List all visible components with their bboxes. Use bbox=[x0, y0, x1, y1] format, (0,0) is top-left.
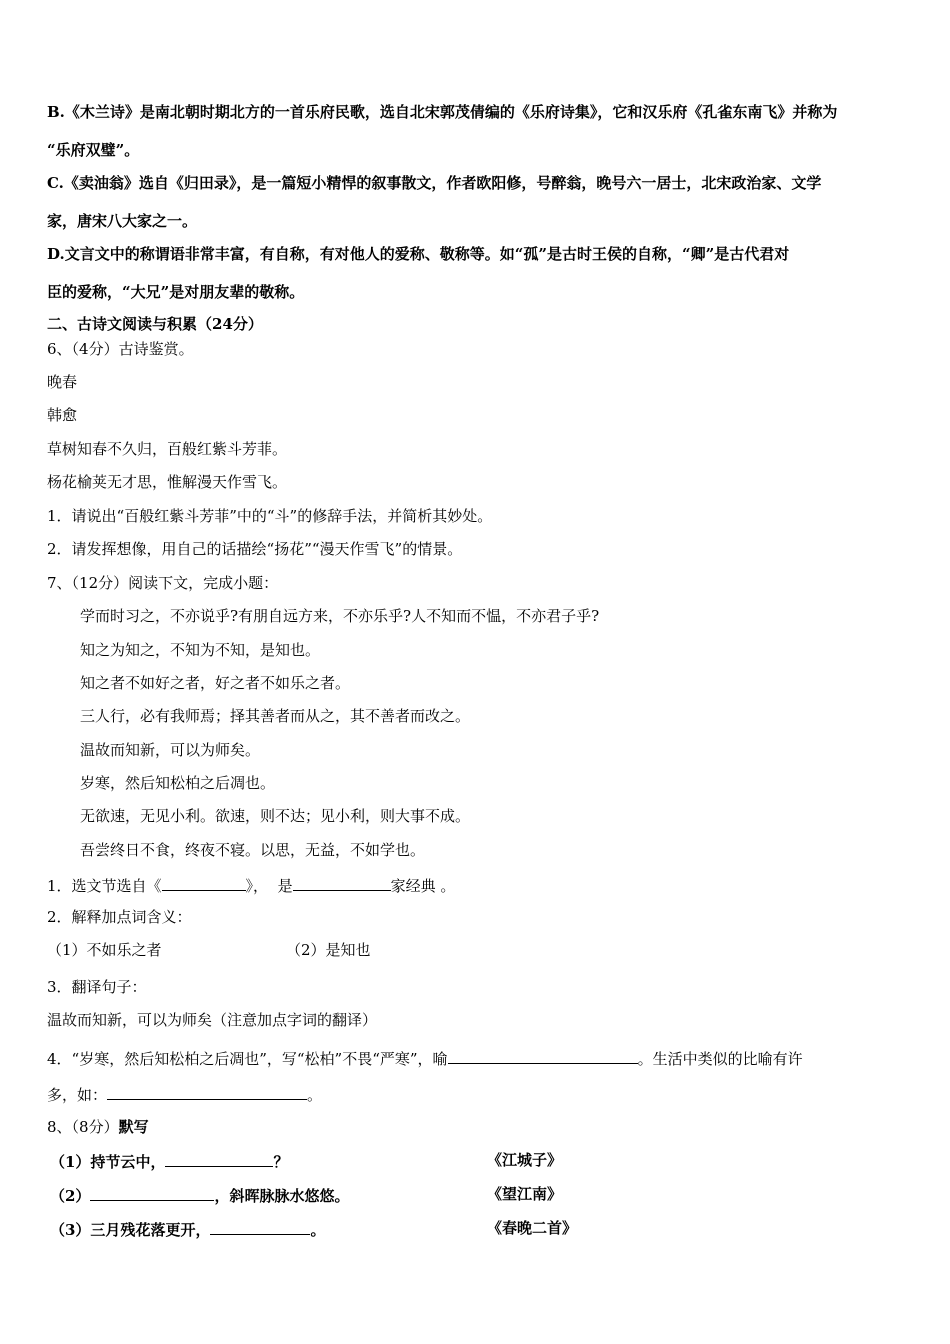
q7-sub1: 1．选文节选自《 》， 是 家经典 。 bbox=[47, 874, 455, 896]
q7-sub3: 3．翻译句子： bbox=[47, 978, 147, 996]
passage-line: 三人行，必有我师焉；择其善者而从之，其不善者而改之。 bbox=[80, 707, 471, 725]
q7-sub2-item2: （2）是知也 bbox=[286, 941, 371, 959]
answer-blank[interactable] bbox=[293, 874, 391, 891]
q7-sub3-sentence: 温故而知新，可以为师矣（注意加点字词的翻译） bbox=[47, 1011, 378, 1029]
dictation-item: （1）持节云中， ？ 《江城子》 bbox=[50, 1151, 563, 1171]
dictation-source: 《春晚二首》 bbox=[487, 1219, 578, 1237]
poem-author: 韩愈 bbox=[47, 406, 78, 424]
q7-sub2-item1: （1）不如乐之者 bbox=[47, 941, 162, 959]
passage-line: 吾尝终日不食，终夜不寝。以思，无益，不如学也。 bbox=[80, 841, 426, 859]
passage-line: 学而时习之，不亦说乎?有朋自远方来，不亦乐乎?人不知而不愠，不亦君子乎? bbox=[80, 607, 600, 625]
answer-blank[interactable] bbox=[210, 1218, 310, 1235]
section-title: 二、古诗文阅读与积累（24分） bbox=[47, 315, 263, 333]
dictation-item: （2） ，斜晖脉脉水悠悠。 《望江南》 bbox=[50, 1185, 563, 1205]
poem-line: 杨花榆荚无才思，惟解漫天作雪飞。 bbox=[47, 473, 288, 491]
dictation-source: 《望江南》 bbox=[487, 1185, 563, 1203]
q7-sub4-line1: 4．“岁寒，然后知松柏之后凋也”，写“松柏”不畏“严寒”，喻 。生活中类似的比喻有许 bbox=[47, 1047, 803, 1069]
poem-title: 晚春 bbox=[47, 373, 78, 391]
passage-line: 无欲速，无见小利。欲速，则不达；见小利，则大事不成。 bbox=[80, 807, 471, 825]
q8-heading: 8、（8分）默写 bbox=[47, 1118, 149, 1136]
passage-line: 温故而知新，可以为师矣。 bbox=[80, 741, 261, 759]
poem-line: 草树知春不久归，百般红紫斗芳菲。 bbox=[47, 440, 288, 458]
q6-heading: 6、（4分）古诗鉴赏。 bbox=[47, 340, 194, 358]
q6-sub1: 1．请说出“百般红紫斗芳菲”中的“斗”的修辞手法，并简析其妙处。 bbox=[47, 507, 493, 525]
dictation-item: （3）三月残花落更开， 。 《春晚二首》 bbox=[50, 1219, 578, 1239]
q7-sub2: 2．解释加点词含义： bbox=[47, 908, 192, 926]
option-d-line1: D.文言文中的称谓语非常丰富，有自称，有对他人的爱称、敬称等。如“孤”是古时王侯的自称，“卿”是古代君对 bbox=[47, 245, 790, 263]
answer-blank[interactable] bbox=[107, 1083, 307, 1100]
q6-sub2: 2．请发挥想像，用自己的话描绘“扬花”“漫天作雪飞”的情景。 bbox=[47, 540, 463, 558]
answer-blank[interactable] bbox=[162, 874, 246, 891]
answer-blank[interactable] bbox=[90, 1184, 214, 1201]
option-c-line2: 家，唐宋八大家之一。 bbox=[47, 212, 198, 230]
answer-blank[interactable] bbox=[165, 1150, 273, 1167]
passage-line: 知之为知之，不知为不知，是知也。 bbox=[80, 641, 321, 659]
passage-line: 岁寒，然后知松柏之后凋也。 bbox=[80, 774, 276, 792]
q7-heading: 7、（12分）阅读下文，完成小题： bbox=[47, 574, 279, 592]
q7-sub4-line2: 多，如： 。 bbox=[47, 1083, 322, 1105]
option-b-line1: B.《木兰诗》是南北朝时期北方的一首乐府民歌，选自北宋郭茂倩编的《乐府诗集》，它和汉乐府《孔雀东南飞》并称为 bbox=[47, 103, 838, 121]
option-c-line1: C.《卖油翁》选自《归田录》，是一篇短小精悍的叙事散文，作者欧阳修，号醉翁，晚号六一居士，北宋政治家、文学 bbox=[47, 174, 822, 192]
option-b-line2: “乐府双璧”。 bbox=[47, 141, 140, 159]
answer-blank[interactable] bbox=[448, 1047, 638, 1064]
option-d-line2: 臣的爱称，“大兄”是对朋友辈的敬称。 bbox=[47, 283, 305, 301]
dictation-source: 《江城子》 bbox=[487, 1151, 563, 1169]
passage-line: 知之者不如好之者，好之者不如乐之者。 bbox=[80, 674, 351, 692]
